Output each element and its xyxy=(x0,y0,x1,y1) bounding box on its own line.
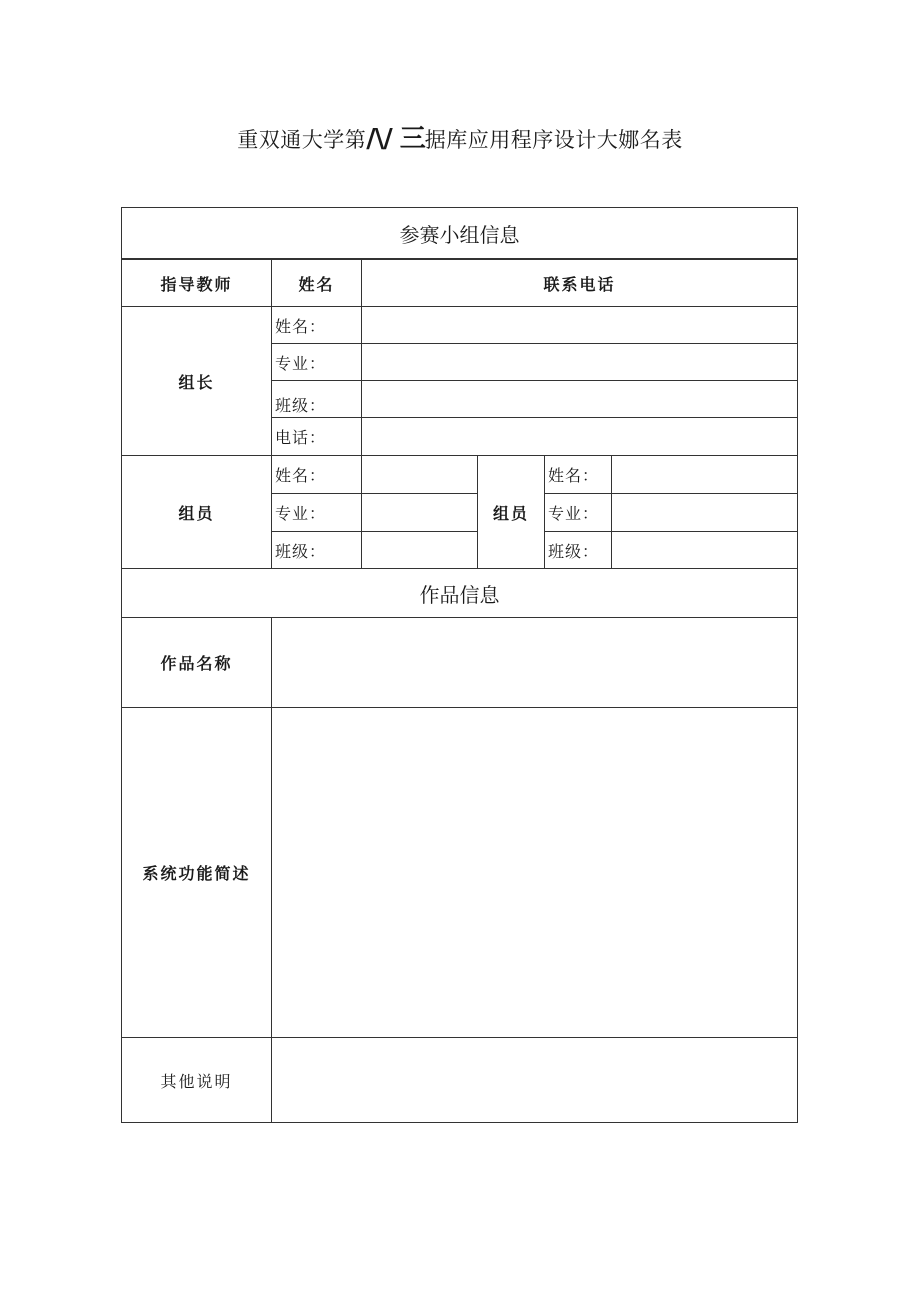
member-left-name-label: 姓名： xyxy=(271,455,362,494)
member-left-major-label: 专业： xyxy=(271,493,362,532)
other-notes-label: 其他说明 xyxy=(121,1037,272,1123)
group-info-heading: 参赛小组信息 xyxy=(121,207,798,259)
member-right-name-label: 姓名： xyxy=(544,455,612,494)
leader-major-input[interactable] xyxy=(361,343,798,381)
document-title xyxy=(0,124,920,155)
member-right-class-label: 班级： xyxy=(544,531,612,569)
member-right-label: 组员 xyxy=(477,455,545,569)
member-right-name-input[interactable] xyxy=(611,455,798,494)
work-name-label: 作品名称 xyxy=(121,617,272,708)
member-left-class-input[interactable] xyxy=(361,531,478,569)
leader-label: 组长 xyxy=(121,306,272,456)
member-left-class-label: 班级： xyxy=(271,531,362,569)
function-description-label: 系统功能简述 xyxy=(121,707,272,1038)
member-left-label: 组员 xyxy=(121,455,272,569)
leader-phone-label: 电话： xyxy=(271,417,362,456)
phone-header: 联系电话 xyxy=(361,259,798,307)
title-text-pre: 重双通大学第 xyxy=(237,128,367,152)
other-notes-input[interactable] xyxy=(271,1037,798,1123)
leader-phone-input[interactable] xyxy=(361,417,798,456)
function-description-input[interactable] xyxy=(271,707,798,1038)
member-right-class-input[interactable] xyxy=(611,531,798,569)
work-name-input[interactable] xyxy=(271,617,798,708)
leader-major-label: 专业： xyxy=(271,343,362,381)
member-left-major-input[interactable] xyxy=(361,493,478,532)
title-garbled-glyphs: /\/ 三 xyxy=(366,124,425,154)
member-right-major-input[interactable] xyxy=(611,493,798,532)
title-text-post: 据库应用程序设计大娜名表 xyxy=(424,128,683,152)
member-left-name-input[interactable] xyxy=(361,455,478,494)
leader-name-input[interactable] xyxy=(361,306,798,344)
work-info-heading: 作品信息 xyxy=(121,568,798,618)
name-header: 姓名 xyxy=(271,259,362,307)
member-right-major-label: 专业： xyxy=(544,493,612,532)
advisor-header: 指导教师 xyxy=(121,259,272,307)
leader-name-label: 姓名： xyxy=(271,306,362,344)
leader-class-input[interactable] xyxy=(361,380,798,418)
leader-class-label: 班级： xyxy=(271,380,362,418)
